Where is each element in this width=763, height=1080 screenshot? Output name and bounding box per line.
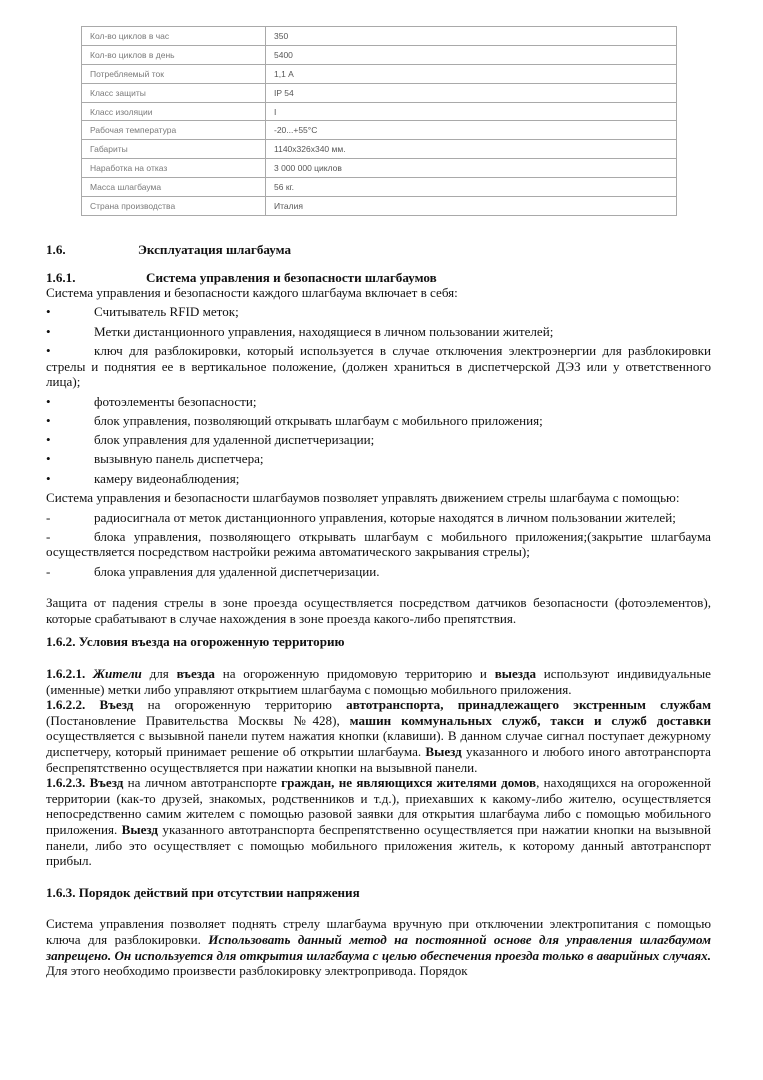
bullet-item bbox=[46, 432, 711, 448]
control-paragraph: Система управления и безопасности шлагбаумов позволяет управлять движением стрелы шлагбаума с помощью: bbox=[46, 490, 680, 506]
power-loss-paragraph bbox=[46, 916, 711, 978]
spec-key: Класс защиты bbox=[82, 83, 266, 102]
paragraph-1-6-2-1 bbox=[46, 666, 711, 697]
section-number: 1.6. bbox=[46, 242, 66, 257]
text-run: Система управления позволяет поднять стрелу шлагбаума вручную при отключении электропитания с помощью ключа для разблокировки. bbox=[46, 916, 711, 947]
bold-italic-text: Жители bbox=[93, 666, 142, 682]
spec-row bbox=[82, 140, 677, 159]
paragraph-number: 1.6.2.3. bbox=[46, 775, 86, 791]
spec-key: Наработка на отказ bbox=[82, 159, 266, 178]
spec-key: Класс изоляции bbox=[82, 102, 266, 121]
bold-text: Въезд bbox=[89, 775, 124, 791]
paragraph-1-6-2-2 bbox=[46, 697, 711, 775]
bold-text: выезда bbox=[494, 666, 537, 682]
section-1-6-2-heading: 1.6.2. Условия въезда на огороженную территорию bbox=[46, 634, 345, 650]
bullet-item bbox=[46, 304, 711, 320]
dash-list bbox=[46, 510, 711, 580]
spec-row bbox=[82, 27, 677, 46]
bold-text: Выезд bbox=[121, 821, 159, 837]
bullet-item bbox=[46, 451, 711, 467]
dash-item bbox=[46, 529, 711, 560]
spec-key: Кол-во циклов в час bbox=[82, 27, 266, 46]
text-run: Для этого необходимо произвести разблокировку электропривода. Порядок bbox=[46, 963, 468, 979]
dash-item-text: радиосигнала от меток дистанционного управления, которые находятся в личном пользовании жителей; bbox=[94, 509, 676, 525]
document-body bbox=[46, 242, 711, 979]
bullet-item-text: Метки дистанционного управления, находящиеся в личном пользовании жителей; bbox=[94, 323, 554, 339]
spec-key: Масса шлагбаума bbox=[82, 178, 266, 197]
spec-value: 350 bbox=[266, 27, 677, 46]
spec-row bbox=[82, 121, 677, 140]
section-number: 1.6.1. bbox=[46, 269, 76, 285]
bullet-item-text: блок управления для удаленной диспетчеризации; bbox=[94, 432, 375, 448]
bullet-item-text: блок управления, позволяющий открывать шлагбаум с мобильного приложения; bbox=[94, 412, 543, 428]
spec-table-body bbox=[82, 27, 677, 216]
spec-row bbox=[82, 64, 677, 83]
spec-value: 56 кг. bbox=[266, 178, 677, 197]
bold-text: Въезд bbox=[99, 697, 134, 713]
bold-text: граждан, не являющихся жителями домов bbox=[281, 775, 537, 791]
section-1-6-heading bbox=[46, 242, 711, 258]
text-run: на личном автотранспорте bbox=[127, 775, 277, 791]
bold-text: автотранспорта, принадлежащего экстренным службам bbox=[346, 697, 711, 713]
spec-value: IP 54 bbox=[266, 83, 677, 102]
bullet-item bbox=[46, 394, 711, 410]
spec-key: Страна производства bbox=[82, 197, 266, 216]
bullet-item-marker: • bbox=[46, 432, 51, 448]
bold-text: въезда bbox=[176, 666, 215, 682]
text-run: на огороженную территорию bbox=[147, 697, 332, 713]
bold-text: машин коммунальных служб, такси и служб доставки bbox=[349, 712, 711, 728]
text-run: указанного автотранспорта беспрепятственно осуществляется при нажатии кнопки на вызывной панели, либо это осуществляет с помощью мобильного приложения житель, к которому данный автотранспорт прибыл. bbox=[46, 821, 711, 869]
spec-value: I bbox=[266, 102, 677, 121]
spec-row bbox=[82, 178, 677, 197]
bullet-item bbox=[46, 413, 711, 429]
bold-text: Выезд bbox=[425, 744, 462, 759]
text-run: для bbox=[149, 666, 169, 682]
spec-row bbox=[82, 102, 677, 121]
bullet-item-text: ключ для разблокировки, который используется в случае отключения электроэнергии для разблокировки стрелы и поднятия ее в вертикальное положение, (должен храниться в диспетчерской ДЭЗ или у ответственного лица); bbox=[46, 343, 711, 390]
bullet-list bbox=[46, 304, 711, 486]
dash-item-marker: - bbox=[46, 563, 51, 579]
text-run: на огороженную придомовую территорию и bbox=[222, 666, 487, 682]
section-title: Эксплуатация шлагбаума bbox=[138, 242, 292, 257]
bullet-item-text: Считыватель RFID меток; bbox=[94, 304, 239, 320]
protection-paragraph: Защита от падения стрелы в зоне проезда осуществляется посредством датчиков безопасности (фотоэлементов), которые срабатывают в случае нахождения в зоне проезда какого-либо препятствия. bbox=[46, 595, 711, 626]
text-run: (Постановление Правительства Москвы №428), bbox=[46, 712, 340, 728]
bullet-item bbox=[46, 343, 711, 390]
spec-key: Потребляемый ток bbox=[82, 64, 266, 83]
paragraph-1-6-2-3 bbox=[46, 775, 711, 869]
spec-value: 3 000 000 циклов bbox=[266, 159, 677, 178]
spec-row bbox=[82, 197, 677, 216]
text-run: осуществляется с вызывной панели путем нажатия кнопки (клавиши). В данном случае сигнал поступает дежурному диспетчеру, который принимает решение об открытии шлагбаума. bbox=[46, 728, 711, 759]
spec-table bbox=[81, 26, 677, 216]
dash-item bbox=[46, 510, 711, 526]
spec-value: 1140х326х340 мм. bbox=[266, 140, 677, 159]
bullet-item-marker: • bbox=[46, 451, 51, 467]
spec-key: Габариты bbox=[82, 140, 266, 159]
bullet-item-marker: • bbox=[46, 470, 51, 486]
bullet-item-marker: • bbox=[46, 304, 51, 320]
section-1-6-1-heading bbox=[46, 270, 711, 286]
paragraph-number: 1.6.2.1. bbox=[46, 666, 86, 682]
bullet-item bbox=[46, 324, 711, 340]
spec-value: Италия bbox=[266, 197, 677, 216]
spec-value: 1,1 А bbox=[266, 64, 677, 83]
dash-item-marker: - bbox=[46, 528, 51, 544]
spec-row bbox=[82, 159, 677, 178]
bullet-item bbox=[46, 471, 711, 487]
text-run: используют индивидуальные (именные) метки либо управляют открытием шлагбаума с помощью мобильного приложения. bbox=[46, 666, 711, 697]
bold-italic-text: Использовать данный метод на постоянной основе для управления шлагбаумом запрещено. Он используется для открытия шлагбаума с целью обеспечения проезда только в аварийных случаях. bbox=[46, 931, 712, 963]
bullet-item-text: камеру видеонаблюдения; bbox=[94, 470, 240, 486]
bullet-item-text: вызывную панель диспетчера; bbox=[94, 451, 264, 467]
spec-value: -20...+55°С bbox=[266, 121, 677, 140]
spec-key: Рабочая температура bbox=[82, 121, 266, 140]
bullet-item-text: фотоэлементы безопасности; bbox=[94, 393, 257, 409]
spec-row bbox=[82, 83, 677, 102]
dash-item-text: блока управления для удаленной диспетчеризации. bbox=[94, 563, 380, 579]
section-1-6-3-heading: 1.6.3. Порядок действий при отсутствии напряжения bbox=[46, 884, 360, 900]
text-run: , находящихся на огороженной территории (как-то друзей, знакомых, родственников и т.д.), приехавших к какому-либо жителю, осуществляется непосредственно самим жителем с помощью разовой заявки для открытия шлагбаума либо с помощью мобильного приложения. bbox=[46, 775, 711, 837]
section-title: Система управления и безопасности шлагбаумов bbox=[146, 269, 437, 285]
dash-item-marker: - bbox=[46, 509, 51, 525]
dash-item-text: блока управления, позволяющего открывать шлагбаум с мобильного приложения;(закрытие шлагбаума осуществляется посредством настройки режима автоматического закрывания стрелы); bbox=[46, 528, 711, 560]
text-run: указанного и любого иного автотранспорта беспрепятственно осуществляется при нажатии кнопки на вызывной панели. bbox=[46, 744, 711, 775]
dash-item bbox=[46, 564, 711, 580]
spec-row bbox=[82, 45, 677, 64]
spec-value: 5400 bbox=[266, 45, 677, 64]
bullet-item-marker: • bbox=[46, 323, 51, 339]
paragraph-number: 1.6.2.2. bbox=[46, 697, 86, 713]
intro-paragraph: Система управления и безопасности каждого шлагбаума включает в себя: bbox=[46, 285, 458, 301]
bullet-item-marker: • bbox=[46, 393, 51, 409]
spec-key: Кол-во циклов в день bbox=[82, 45, 266, 64]
bullet-item-marker: • bbox=[46, 343, 51, 359]
bullet-item-marker: • bbox=[46, 412, 51, 428]
